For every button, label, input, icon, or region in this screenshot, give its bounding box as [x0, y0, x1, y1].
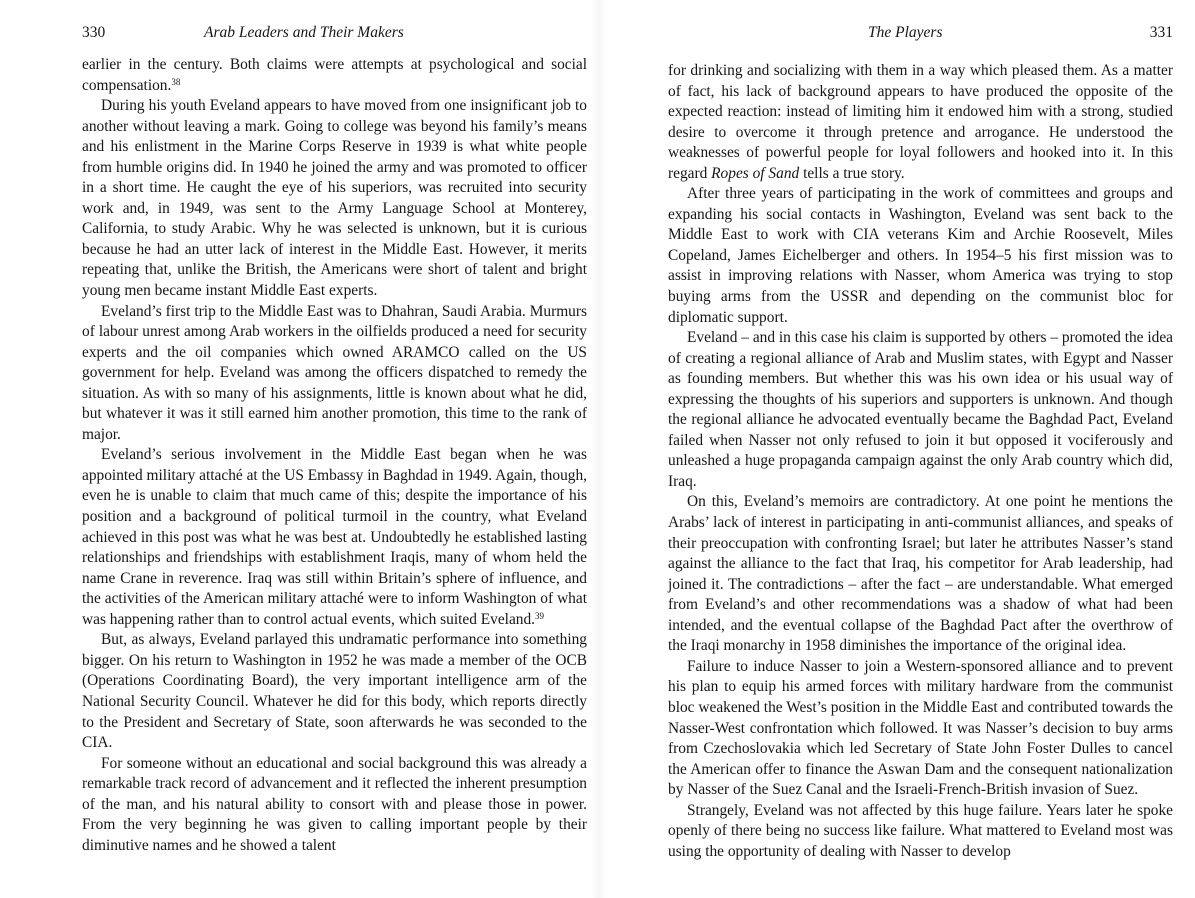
left-body-text: [82, 55, 587, 856]
left-running-head: [82, 24, 587, 48]
right-body-text: [668, 61, 1173, 862]
paragraph: Failure to induce Nasser to join a Western-sponsored alliance and to prevent his plan to equip his armed forces with military hardware from the communist bloc weakened the West’s position in the Middle East and contributed towards the Nasser-West confrontation which followed. It was Nasser’s decision to buy arms from Czechoslovakia which led Secretary of State John Foster Dulles to cancel the American offer to finance the Aswan Dam and the consequent nationalization by Nasser of the Suez Canal and the Israeli-French-British invasion of Suez.: [668, 657, 1173, 799]
page-number: 330: [82, 24, 106, 41]
book-title: Ropes of Sand: [711, 164, 800, 182]
paragraph: Eveland – and in this case his claim is supported by others – promoted the idea of creating a regional alliance of Arab and Muslim states, with Egypt and Nasser as founding members. But whether this was his own idea or his usual way of expressing the thoughts of his superiors and supporters is unknown. And though the regional alliance he advocated eventually became the Baghdad Pact, Eveland failed when Nasser not only refused to join it but opposed it vociferously and unleashed a huge propaganda campaign against the only Arab country which did, Iraq.: [668, 329, 1173, 490]
paragraph: But, as always, Eveland parlayed this undramatic performance into something bigger. On his return to Washington in 1952 he was made a member of the OCB (Operations Coordinating Board), the very important intelligence arm of the National Security Council. Whatever he did for this body, which reports directly to the President and Secretary of State, soon afterwards he was seconded to the CIA.: [82, 631, 587, 752]
paragraph: earlier in the century. Both claims were attempts at psychological and social compensation.$^{38}$: [82, 56, 587, 94]
right-running-head: [668, 24, 1173, 48]
right-page: [668, 0, 1173, 898]
running-title: The Players: [868, 24, 943, 41]
paragraph: Eveland’s serious involvement in the Middle East began when he was appointed military attaché at the US Embassy in Baghdad in 1949. Again, though, even he is unable to claim that much came of this; despite the importance of his position and a background of political turmoil in the country, what Eveland achieved in this post was what he was best at. Undoubtedly he established lasting relationships and friendships with establishment Iraqis, many of whom held the name Crane in reverence. Iraq was still within Britain’s sphere of influence, and the activities of the American military attaché were to inform Washington of what was happening rather than to control actual events, which suited Eveland.$^{39}$: [82, 446, 587, 628]
footnote-ref: 39: [535, 610, 545, 621]
paragraph: for drinking and socializing with them in a way which pleased them. As a matter of fact, his lack of background appears to have produced the opposite of the expected reaction: instead of limiting him it endowed him with a strong, studied desire to overcome it through pretence and arrogance. He understood the weaknesses of powerful people for loyal followers and hooked into it. In this regard Ropes of Sand tells a true story.: [668, 62, 1173, 182]
paragraph: Strangely, Eveland was not affected by this huge failure. Years later he spoke openly of there being no success like failure. What mattered to Eveland most was using the opportunity of dealing with Nasser to develop: [668, 801, 1173, 860]
running-title: Arab Leaders and Their Makers: [204, 24, 404, 41]
paragraph: For someone without an educational and social background this was already a remarkable track record of advancement and it reflected the inherent presumption of the man, and his natural ability to consort with and please those in power. From the very beginning he was given to calling important people by their diminutive names and he showed a talent: [82, 754, 587, 854]
paragraph: After three years of participating in the work of committees and groups and expanding his social contacts in Washington, Eveland was sent back to the Middle East to work with CIA veterans Kim and Archie Roosevelt, Miles Copeland, James Eichelberger and others. In 1954–5 his first mission was to assist in improving relations with Nasser, whom America was trying to stop buying arms from the USSR and depending on the communist bloc for diplomatic support.: [668, 185, 1173, 326]
paragraph: During his youth Eveland appears to have moved from one insignificant job to another without leaving a mark. Going to college was beyond his family’s means and his enlistment in the Marine Corps Reserve in 1939 is what white people from humble origins did. In 1940 he joined the army and was promoted to officer in a short time. He caught the eye of his superiors, was recruited into security work and, in 1949, was sent to the Army Language School at Monterey, California, to study Arabic. Why he was selected is unknown, but it is curious because he had an utter lack of interest in the Middle East. However, it merits repeating that, unlike the British, the Americans were short of talent and bright young men became instant Middle East experts.: [82, 97, 587, 300]
paragraph: On this, Eveland’s memoirs are contradictory. At one point he mentions the Arabs’ lack of interest in participating in anti-communist alliances, and speaks of their preoccupation with confronting Israel; but later he attributes Nasser’s stand against the alliance to the fact that Iraq, his competitor for Arab leadership, had joined it. The contradictions – after the fact – are understandable. What emerged from Eveland’s and other recommendations was a shadow of what had been intended, and the eventual collapse of the Baghdad Pact after the overthrow of the Iraqi monarchy in 1958 diminishes the importance of the original idea.: [668, 493, 1173, 655]
page-number: 331: [1149, 24, 1173, 41]
left-page: [82, 0, 587, 898]
paragraph: Eveland’s first trip to the Middle East was to Dhahran, Saudi Arabia. Murmurs of labour unrest among Arab workers in the oilfields produced a need for security experts and the oil companies which owned ARAMCO called on the US government for help. Eveland was among the officers dispatched to remedy the situation. As with so many of his assignments, little is known about what he did, but whatever it was it still earned him another promotion, this time to the rank of major.: [82, 302, 587, 443]
footnote-ref: 38: [171, 76, 181, 87]
book-gutter: [592, 0, 606, 898]
